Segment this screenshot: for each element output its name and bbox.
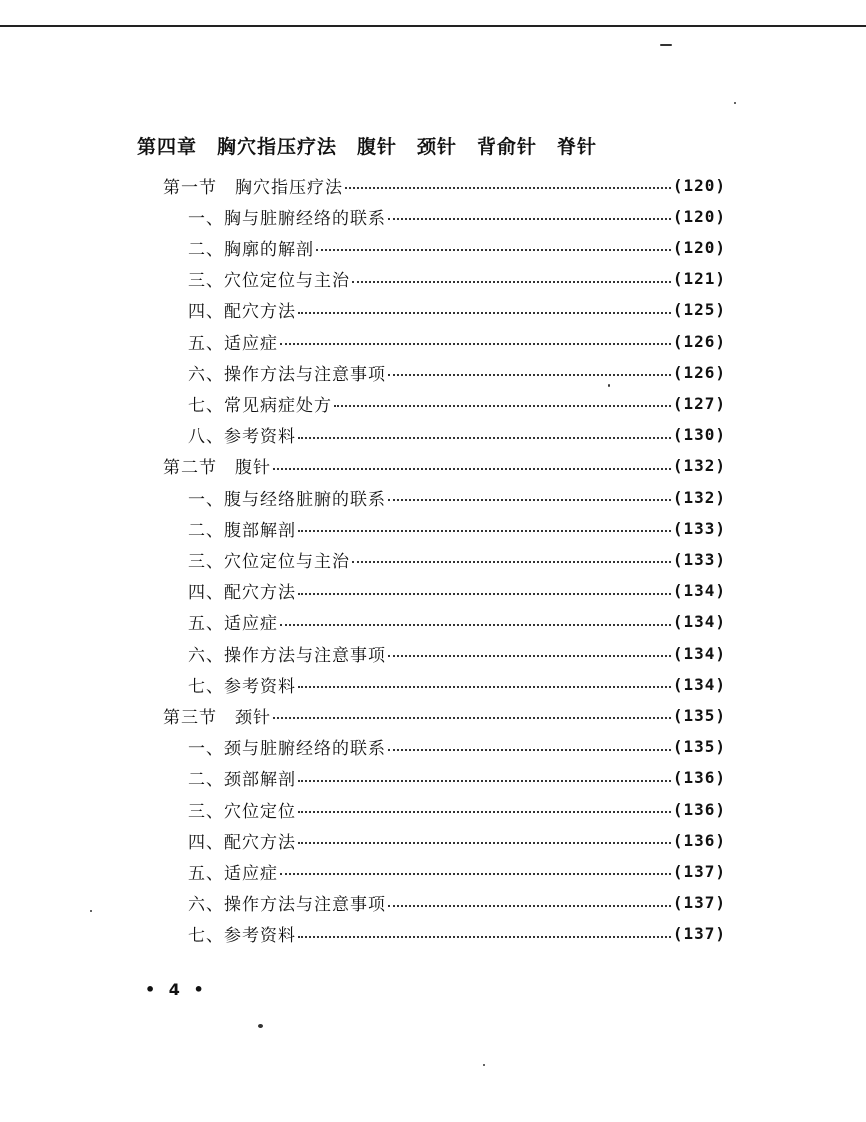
toc-subsection-entry xyxy=(188,357,726,387)
toc-subsection-entry xyxy=(188,825,726,855)
toc-page-ref: (136) xyxy=(672,799,726,819)
chapter-title: 第四章 胸穴指压疗法 腹针 颈针 背俞针 脊针 xyxy=(137,136,598,158)
toc-page-ref: (134) xyxy=(672,612,726,632)
toc-leader-dots xyxy=(352,544,671,574)
toc-leader-dots xyxy=(316,232,671,262)
toc-page-ref: (135) xyxy=(672,737,726,757)
toc-entry-label: 七、常见病症处方 xyxy=(188,395,332,416)
toc-subsection-entry xyxy=(188,888,726,918)
toc-subsection-entry xyxy=(188,326,726,356)
toc-subsection-entry xyxy=(188,544,726,574)
toc-page-ref: (136) xyxy=(672,768,726,788)
toc-entry-label: 八、参考资料 xyxy=(188,427,296,448)
toc-entry-label: 一、胸与脏腑经络的联系 xyxy=(188,208,386,229)
toc-leader-dots xyxy=(352,264,671,294)
scan-speck xyxy=(734,102,736,104)
toc-leader-dots xyxy=(298,669,671,699)
toc-leader-dots xyxy=(345,170,671,200)
toc-section-entry xyxy=(163,700,726,730)
scan-speck xyxy=(258,1024,263,1028)
toc-page-ref: (136) xyxy=(672,830,726,850)
toc-subsection-entry xyxy=(188,919,726,949)
toc-page-ref: (134) xyxy=(672,581,726,601)
toc-entry-label: 五、适应症 xyxy=(188,333,278,354)
toc-page-ref: (127) xyxy=(672,393,726,413)
toc-leader-dots xyxy=(334,388,671,418)
toc-page-ref: (120) xyxy=(672,237,726,257)
toc-leader-dots xyxy=(298,513,671,543)
toc-subsection-entry xyxy=(188,482,726,512)
toc-leader-dots xyxy=(273,451,671,481)
toc-page-ref: (132) xyxy=(672,487,726,507)
toc-leader-dots xyxy=(280,607,671,637)
toc-leader-dots xyxy=(298,420,671,450)
toc-subsection-entry xyxy=(188,201,726,231)
toc-entry-label: 四、配穴方法 xyxy=(188,832,296,853)
toc-leader-dots xyxy=(388,482,671,512)
toc-subsection-entry xyxy=(188,420,726,450)
toc-entry-label: 三、穴位定位与主治 xyxy=(188,271,350,292)
toc-page-ref: (133) xyxy=(672,549,726,569)
toc-leader-dots xyxy=(280,856,671,886)
scan-speck xyxy=(608,384,610,387)
toc-leader-dots xyxy=(388,357,671,387)
toc-leader-dots xyxy=(388,732,671,762)
toc-section-entry xyxy=(163,451,726,481)
toc-page-ref: (120) xyxy=(672,175,726,195)
toc-page-ref: (126) xyxy=(672,362,726,382)
toc-entry-label: 六、操作方法与注意事项 xyxy=(188,645,386,666)
toc-entry-label: 一、腹与经络脏腑的联系 xyxy=(188,489,386,510)
toc-leader-dots xyxy=(273,700,671,730)
toc-page-ref: (130) xyxy=(672,425,726,445)
toc-page-ref: (121) xyxy=(672,269,726,289)
toc-leader-dots xyxy=(298,576,671,606)
page-number: • 4 • xyxy=(145,980,208,999)
toc-entry-label: 第一节 胸穴指压疗法 xyxy=(163,177,343,198)
toc-page-ref: (126) xyxy=(672,331,726,351)
toc-subsection-entry xyxy=(188,576,726,606)
toc-entry-label: 第二节 腹针 xyxy=(163,458,271,479)
toc-subsection-entry xyxy=(188,732,726,762)
toc-leader-dots xyxy=(298,763,671,793)
toc-page-ref: (120) xyxy=(672,206,726,226)
toc-leader-dots xyxy=(298,295,671,325)
toc-page-ref: (134) xyxy=(672,643,726,663)
toc-subsection-entry xyxy=(188,295,726,325)
toc-entry-label: 一、颈与脏腑经络的联系 xyxy=(188,739,386,760)
toc-entry-label: 二、胸廓的解剖 xyxy=(188,239,314,260)
toc-subsection-entry xyxy=(188,264,726,294)
toc-subsection-entry xyxy=(188,232,726,262)
toc-page-ref: (125) xyxy=(672,300,726,320)
toc-entry-label: 六、操作方法与注意事项 xyxy=(188,364,386,385)
toc-entry-label: 二、颈部解剖 xyxy=(188,770,296,791)
toc-entry-label: 七、参考资料 xyxy=(188,926,296,947)
toc-leader-dots xyxy=(298,919,671,949)
toc-entry-label: 第三节 颈针 xyxy=(163,707,271,728)
toc-page-ref: (137) xyxy=(672,924,726,944)
toc-subsection-entry xyxy=(188,856,726,886)
toc-entry-label: 七、参考资料 xyxy=(188,676,296,697)
toc-leader-dots xyxy=(298,825,671,855)
toc-page-ref: (135) xyxy=(672,705,726,725)
toc-entry-label: 六、操作方法与注意事项 xyxy=(188,895,386,916)
toc-leader-dots xyxy=(298,794,671,824)
toc-leader-dots xyxy=(388,888,671,918)
toc-leader-dots xyxy=(388,638,671,668)
toc-page-ref: (132) xyxy=(672,456,726,476)
toc-entry-label: 五、适应症 xyxy=(188,614,278,635)
toc-leader-dots xyxy=(280,326,671,356)
toc-subsection-entry xyxy=(188,669,726,699)
toc-entry-label: 三、穴位定位与主治 xyxy=(188,551,350,572)
toc-page-ref: (137) xyxy=(672,861,726,881)
toc-entry-label: 二、腹部解剖 xyxy=(188,520,296,541)
scan-speck xyxy=(90,910,92,912)
scan-speck xyxy=(483,1064,485,1066)
toc-subsection-entry xyxy=(188,794,726,824)
toc-subsection-entry xyxy=(188,638,726,668)
toc-page-ref: (137) xyxy=(672,893,726,913)
toc-page-ref: (134) xyxy=(672,674,726,694)
toc-subsection-entry xyxy=(188,763,726,793)
toc-entry-label: 五、适应症 xyxy=(188,863,278,884)
toc-subsection-entry xyxy=(188,607,726,637)
toc-section-entry xyxy=(163,170,726,200)
toc-leader-dots xyxy=(388,201,671,231)
toc-entry-label: 四、配穴方法 xyxy=(188,302,296,323)
toc-entry-label: 三、穴位定位 xyxy=(188,801,296,822)
toc-subsection-entry xyxy=(188,388,726,418)
toc-entry-label: 四、配穴方法 xyxy=(188,583,296,604)
toc-subsection-entry xyxy=(188,513,726,543)
scan-speck xyxy=(660,44,672,46)
toc-page-ref: (133) xyxy=(672,518,726,538)
